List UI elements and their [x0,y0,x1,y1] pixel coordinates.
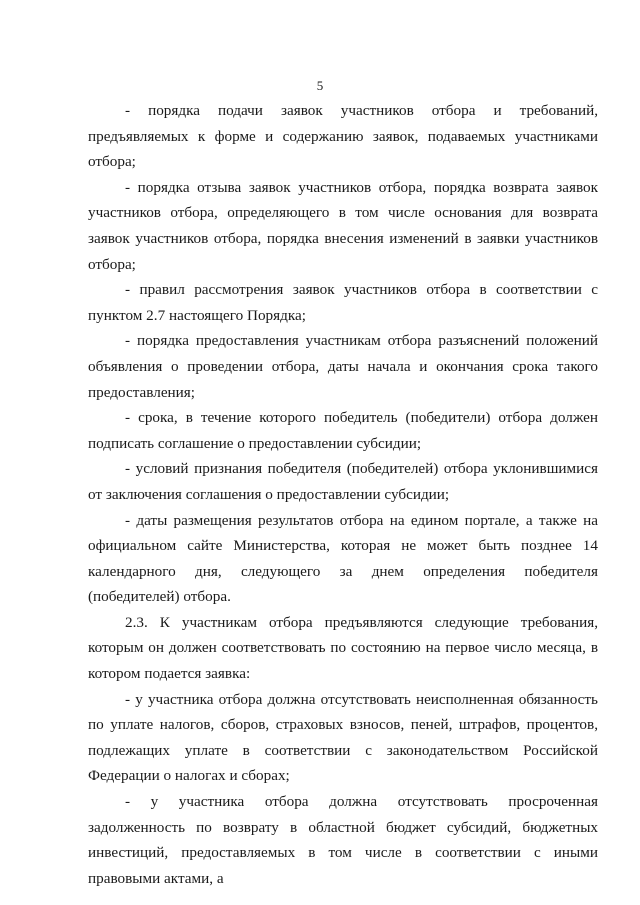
paragraph-clarifications: - порядка предоставления участникам отбора разъяснений положений объявления о проведении отбора, даты начала и окончания срока такого предоставления; [88,332,598,401]
paragraph-submission-procedure: - порядка подачи заявок участников отбора и требований, предъявляемых к форме и содержанию заявок, подаваемых участниками отбора; [88,102,598,171]
paragraph-results-publication: - даты размещения результатов отбора на едином портале, а также на официальном сайте Министерства, которая не может быть позднее 14 календарного дня, следующего за днем определения победителя (победителей) отбора. [88,511,598,606]
document-body [88,98,598,891]
page-number: 5 [316,78,324,93]
paragraph-section-2-3: 2.3. К участникам отбора предъявляются следующие требования, которым он должен соответствовать по состоянию на первое число месяца, в котором подается заявка: [88,613,598,683]
paragraph-tax-obligations: - у участника отбора должна отсутствовать неисполненная обязанность по уплате налогов, сборов, страховых взносов, пеней, штрафов, процентов, подлежащих уплате в соответствии с законодательством Российской Федерации о налогах и сборах; [88,690,598,785]
paragraph-evasion-conditions: - условий признания победителя (победителей) отбора уклонившимися от заключения соглашения о предоставлении субсидии; [88,460,598,503]
paragraph-overdue-debt: - у участника отбора должна отсутствовать просроченная задолженность по возврату в областной бюджет субсидий, бюджетных инвестиций, предоставляемых в том числе в соответствии с иными правовыми актами, а [88,793,598,887]
paragraph-withdrawal-procedure: - порядка отзыва заявок участников отбора, порядка возврата заявок участников отбора, определяющего в том числе основания для возврата заявок участников отбора, порядка внесения изменений в заявки участников отбора; [88,178,598,273]
paragraph-review-rules: - правил рассмотрения заявок участников отбора в соответствии с пунктом 2.7 настоящего Порядка; [88,281,598,324]
paragraph-signing-deadline: - срока, в течение которого победитель (победители) отбора должен подписать соглашение о предоставлении субсидии; [88,409,598,452]
